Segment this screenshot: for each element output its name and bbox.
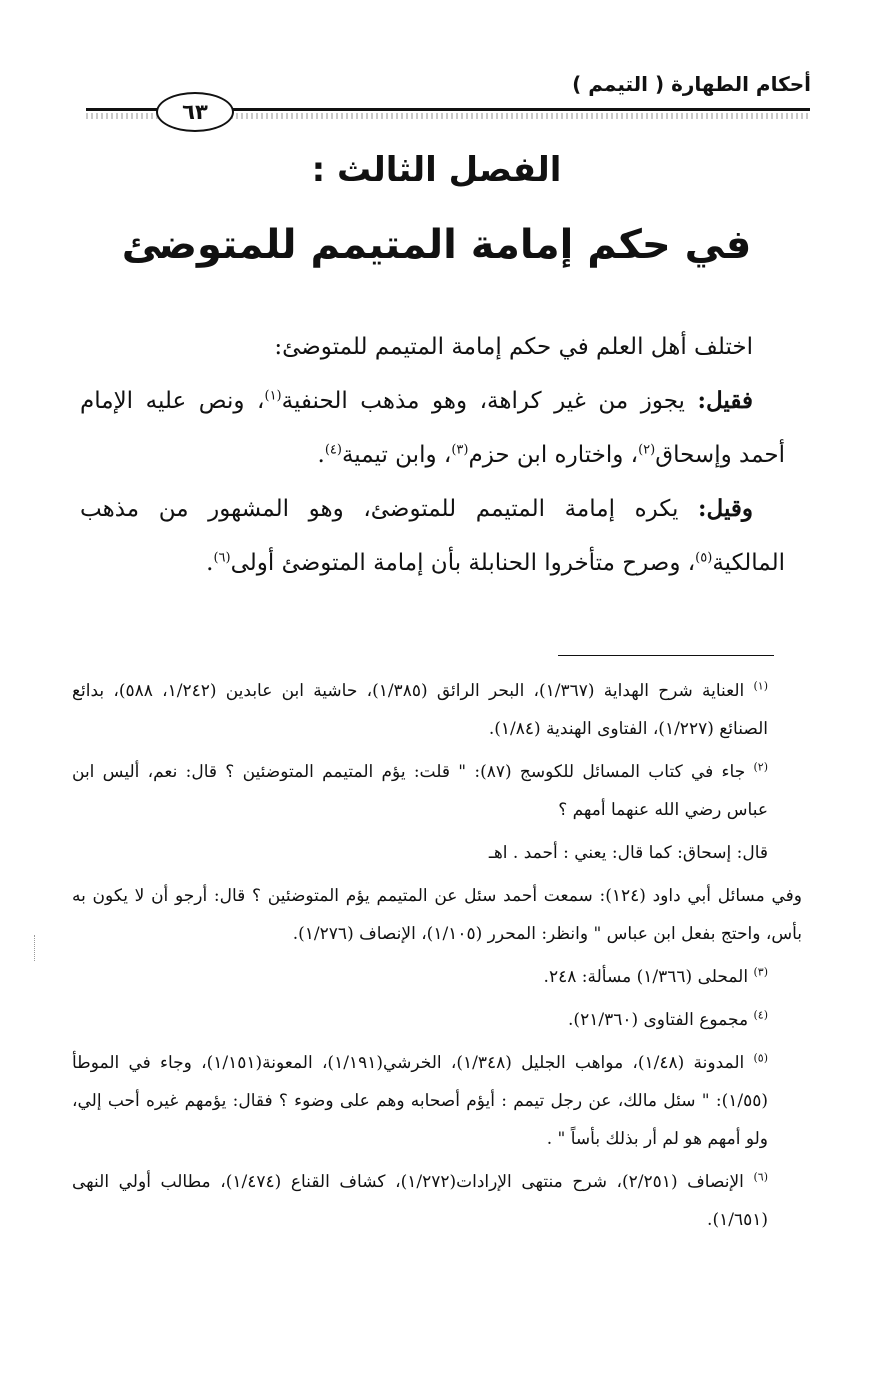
opinion-one-text-a: يجوز من غير كراهة، وهو مذهب الحنفية — [281, 388, 698, 414]
footnote-1-text: العناية شرح الهداية (١/٣٦٧)، البحر الرائق (١/٣٨٥)، حاشية ابن عابدين (١/٢٤٢، ٥٨٨)، بدائع الصنائع (١/٢٢٧)، الفتاوى الهندية (١/٨٤). — [72, 681, 768, 739]
opinion-one-lead: فقيل: — [697, 387, 753, 414]
footnote-2 — [72, 753, 802, 829]
chapter-heading: الفصل الثالث : — [311, 150, 562, 190]
opinion-one-paragraph — [80, 374, 785, 482]
running-title: أحكام الطهارة ( التيمم ) — [572, 72, 811, 96]
footnote-6-text: الإنصاف (٢/٢٥١)، شرح منتهى الإرادات(١/٢٧٢)، كشاف القناع (١/٤٧٤)، مطالب أولي النهى (١/٦٥١). — [72, 1172, 768, 1230]
opinion-two-paragraph — [80, 482, 785, 590]
opinion-two-text-c: . — [206, 550, 214, 576]
footnote-ref-6[interactable]: (٦) — [213, 550, 231, 566]
footnote-ref-3[interactable]: (٣) — [451, 442, 469, 458]
footnote-3-number: (٣) — [753, 965, 768, 979]
opinion-one-text-e: . — [317, 442, 325, 468]
footnote-4-text: مجموع الفتاوى (٢١/٣٦٠). — [568, 1010, 749, 1030]
intro-paragraph: اختلف أهل العلم في حكم إمامة المتيمم للمتوضئ: — [274, 334, 753, 360]
footnote-4 — [72, 1001, 802, 1039]
footnote-3-text: المحلى (١/٣٦٦) مسألة: ٢٤٨. — [543, 967, 749, 987]
footnotes — [72, 672, 802, 1244]
footnote-ref-5[interactable]: (٥) — [695, 550, 713, 566]
margin-mark — [34, 935, 36, 961]
footnote-5-number: (٥) — [753, 1051, 769, 1065]
page-number: ٦٣ — [156, 92, 234, 132]
footnote-4-number: (٤) — [753, 1008, 768, 1022]
footnote-ref-4[interactable]: (٤) — [324, 442, 342, 458]
opinion-one-text-b: ، ونص عليه الإمام أحمد وإسحاق — [80, 388, 785, 468]
footnote-2-text: جاء في كتاب المسائل للكوسج (٨٧): " قلت: يؤم المتيمم المتوضئين ؟ قال: نعم، أليس ابن عباس رضي الله عنهما أمهم ؟ — [72, 762, 768, 820]
footnote-1-number: (١) — [753, 679, 769, 693]
opinion-one-text-d: ، وابن تيمية — [341, 442, 452, 468]
footnote-6-number: (٦) — [753, 1170, 768, 1184]
footnote-6 — [72, 1163, 802, 1239]
footnote-5 — [72, 1044, 802, 1158]
footnote-1 — [72, 672, 802, 748]
footnote-ref-2[interactable]: (٢) — [638, 442, 656, 458]
body-text — [80, 320, 785, 590]
footnote-3 — [72, 958, 802, 996]
footnote-2-continued-b: وفي مسائل أبي داود (١٢٤): سمعت أحمد سئل عن المتيمم يؤم المتوضئين ؟ قال: أرجو أن لا يكون به بأس، واحتج بفعل ابن عباس " وانظر: المحرر (١/١٠٥)، الإنصاف (١/٢٧٦). — [72, 886, 802, 944]
footnote-2-number: (٢) — [753, 760, 769, 774]
opinion-two-text-a: يكره إمامة المتيمم للمتوضئ، وهو المشهور من مذهب المالكية — [80, 496, 785, 576]
footnote-separator — [558, 655, 774, 656]
section-heading: في حكم إمامة المتيمم للمتوضئ — [121, 222, 752, 268]
footnote-5-text: المدونة (١/٤٨)، مواهب الجليل (١/٣٤٨)، الخرشي(١/١٩١)، المعونة(١/١٥١)، وجاء في الموطأ (١/٥٥): " سئل مالك، عن رجل تيمم : أيؤم أصحابه وهم على وضوء ؟ فقال: يؤمهم غيره أحب إلي، ولو أمهم هو لم أر بذلك بأساً " . — [72, 1053, 768, 1149]
opinion-two-lead: وقيل: — [698, 495, 753, 522]
opinion-one-text-c: ، واختاره ابن حزم — [468, 442, 639, 468]
footnote-ref-1[interactable]: (١) — [264, 388, 282, 404]
opinion-two-text-b: ، وصرح متأخروا الحنابلة بأن إمامة المتوضئ أولى — [230, 550, 696, 576]
footnote-2-continued: قال: إسحاق: كما قال: يعني : أحمد . اهـ — [488, 843, 768, 863]
